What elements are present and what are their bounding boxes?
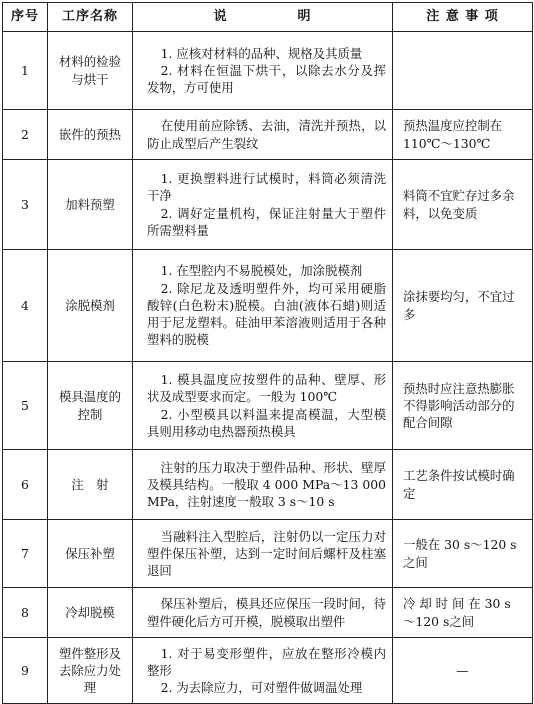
header-name: 工序名称 bbox=[48, 3, 133, 32]
process-name: 加料预塑 bbox=[48, 160, 133, 250]
table-row bbox=[3, 638, 533, 704]
process-description bbox=[133, 32, 393, 110]
process-name: 材料的检验与烘干 bbox=[48, 32, 133, 110]
process-description bbox=[133, 250, 393, 362]
description-line: 保压补塑后，模具还应保压一段时间，待塑件硬化后方可开模，脱模取出塑件 bbox=[147, 596, 386, 629]
row-number: 1 bbox=[3, 32, 48, 110]
table-row bbox=[3, 520, 533, 588]
process-table bbox=[2, 2, 533, 704]
process-description bbox=[133, 638, 393, 704]
process-name: 嵌件的预热 bbox=[48, 110, 133, 160]
process-description bbox=[133, 588, 393, 638]
description-line: 2. 材料在恒温下烘干，以除去水分及挥发物，方可使用 bbox=[147, 62, 386, 96]
process-name: 保压补塑 bbox=[48, 520, 133, 588]
header-note: 注 意 事 项 bbox=[393, 3, 533, 32]
process-name: 涂脱模剂 bbox=[48, 250, 133, 362]
process-note: 工艺条件按试模时确定 bbox=[393, 450, 533, 520]
row-number: 2 bbox=[3, 110, 48, 160]
row-number: 4 bbox=[3, 250, 48, 362]
description-line: 1. 模具温度应按塑件的品种、壁厚、形状及成型要求而定。一般为 100℃ bbox=[147, 372, 386, 405]
process-note: 冷 却 时 间 在 30 s～120 s之间 bbox=[393, 588, 533, 638]
header-no: 序号 bbox=[3, 3, 48, 32]
table-row bbox=[3, 362, 533, 450]
table-row bbox=[3, 110, 533, 160]
process-description bbox=[133, 362, 393, 450]
table-row bbox=[3, 250, 533, 362]
description-line: 2. 小型模具以料温来提高模温，大型模具则用移动电热器预热模具 bbox=[147, 406, 386, 439]
description-line: 1. 在型腔内不易脱模处，加涂脱模剂 bbox=[160, 263, 363, 279]
process-note: 预热时应注意热膨胀不得影响活动部分的配合间隙 bbox=[393, 362, 533, 450]
row-number: 6 bbox=[3, 450, 48, 520]
process-description bbox=[133, 450, 393, 520]
description-line: 2. 为去除应力，可对塑件做调温处理 bbox=[160, 680, 363, 696]
row-number: 5 bbox=[3, 362, 48, 450]
description-line: 在使用前应除锈、去油，清洗并预热，以防止成型后产生裂纹 bbox=[147, 118, 386, 151]
description-line: 2. 除尼龙及透明塑件外，均可采用硬脂酸锌(白色粉末)脱模。白油(液体石蜡)则适用于尼龙塑料。硅油甲苯溶液则适用于各种塑料的脱模 bbox=[147, 280, 386, 348]
row-number: 3 bbox=[3, 160, 48, 250]
process-name: 模具温度的控制 bbox=[48, 362, 133, 450]
process-note bbox=[393, 32, 533, 110]
description-line: 注射的压力取决于塑件品种、形状、壁厚及模具结构。一般取 4 000 MPa～13 000 MPa，注射速度一般取 3 s～10 s bbox=[147, 459, 386, 510]
process-description bbox=[133, 110, 393, 160]
process-note: 一般在 30 s～120 s之间 bbox=[393, 520, 533, 588]
description-line: 2. 调好定量机构，保证注射量大于塑件所需塑料量 bbox=[147, 205, 386, 238]
process-name: 冷却脱模 bbox=[48, 588, 133, 638]
table-row bbox=[3, 160, 533, 250]
process-description bbox=[133, 520, 393, 588]
process-name: 注 射 bbox=[48, 450, 133, 520]
process-note: 料筒不宜贮存过多余料，以免变质 bbox=[393, 160, 533, 250]
description-line: 当融料注入型腔后，注射仍以一定压力对塑件保压补塑，达到一定时间后螺杆及柱塞退回 bbox=[147, 528, 386, 579]
description-line: 1. 更换塑料进行试模时，料筒必须清洗干净 bbox=[147, 171, 386, 204]
row-number: 9 bbox=[3, 638, 48, 704]
process-note: — bbox=[393, 638, 533, 704]
table-row bbox=[3, 32, 533, 110]
description-line: 1. 对于易变形塑件，应放在整形冷模内整形 bbox=[147, 645, 386, 678]
table-row bbox=[3, 450, 533, 520]
description-line: 1. 应核对材料的品种、规格及其质量 bbox=[160, 45, 363, 61]
header-desc: 说 明 bbox=[133, 3, 393, 32]
header-row bbox=[3, 3, 533, 32]
process-name: 塑件整形及去除应力处理 bbox=[48, 638, 133, 704]
process-note: 涂抹要均匀，不宜过多 bbox=[393, 250, 533, 362]
row-number: 8 bbox=[3, 588, 48, 638]
table-row bbox=[3, 588, 533, 638]
process-description bbox=[133, 160, 393, 250]
row-number: 7 bbox=[3, 520, 48, 588]
process-note: 预热温度应控制在 110℃～130℃ bbox=[393, 110, 533, 160]
